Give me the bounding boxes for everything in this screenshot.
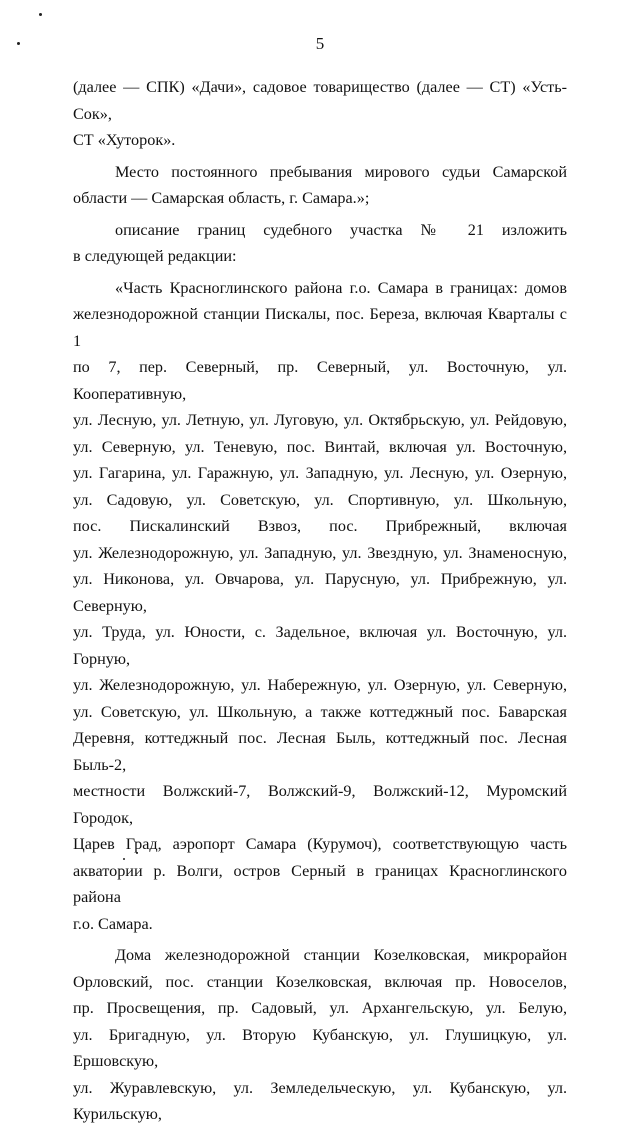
paragraph-line: ул. Железнодорожную, ул. Западную, ул. Звездную, ул. Знаменосную, xyxy=(73,543,567,562)
paragraph-line: г.о. Самара. xyxy=(73,914,153,933)
paragraph-line: ул. Садовую, ул. Советскую, ул. Спортивную, ул. Школьную, xyxy=(73,490,567,509)
paragraph-line: Царев Град, аэропорт Самара (Курумоч), соответствующую часть xyxy=(73,835,567,853)
paragraph-line: Дома железнодорожной станции Козелковская, микрорайон xyxy=(115,946,567,964)
paragraph-line: железнодорожной станции Пискалы, пос. Береза, включая Кварталы с 1 xyxy=(73,305,567,350)
paragraph-line: области — Самарская область, г. Самара.»; xyxy=(73,189,370,207)
paragraph-line: местности Волжский-7, Волжский-9, Волжский-12, Муромский Городок, xyxy=(73,782,567,827)
scan-speck xyxy=(39,13,42,16)
paragraph-line: ул. Гагарина, ул. Гаражную, ул. Западную, ул. Лесную, ул. Озерную, xyxy=(73,464,567,482)
paragraph-line: ул. Бригадную, ул. Вторую Кубанскую, ул. Глушицкую, ул. Ершовскую, xyxy=(73,1025,567,1070)
paragraph-line: Орловский, пос. станции Козелковская, включая пр. Новоселов, xyxy=(73,972,567,991)
paragraph-line: ул. Труда, ул. Юности, с. Задельное, включая ул. Восточную, ул. Горную, xyxy=(73,623,567,668)
document-body xyxy=(73,74,567,1128)
paragraph-line: пр. Просвещения, пр. Садовый, ул. Архангельскую, ул. Белую, xyxy=(73,999,567,1017)
paragraph-line: ул. Железнодорожную, ул. Набережную, ул. Озерную, ул. Северную, xyxy=(73,676,567,694)
paragraph-line: «Часть Красноглинского района г.о. Самара в границах: домов xyxy=(115,278,567,297)
paragraph-line: (далее — СПК) «Дачи», садовое товарищество (далее — СТ) «Усть-Сок», xyxy=(73,78,567,123)
paragraph-line: акватории р. Волги, остров Серный в границах Красноглинского района xyxy=(73,861,567,906)
paragraph-line: ул. Журавлевскую, ул. Земледельческую, ул. Кубанскую, ул. Курильскую, xyxy=(73,1078,567,1123)
paragraph-line: ул. Советскую, ул. Школьную, а также коттеджный пос. Баварская xyxy=(73,702,567,721)
paragraph-line: ул. Никонова, ул. Овчарова, ул. Парусную, ул. Прибрежную, ул. Северную, xyxy=(73,570,567,615)
paragraph-line: пос. Пискалинский Взвоз, пос. Прибрежный, включая xyxy=(73,517,567,535)
paragraph-line: описание границ судебного участка № 21 изложить xyxy=(115,220,567,239)
paragraph-line: в следующей редакции: xyxy=(73,247,237,265)
paragraph-line: ул. Лесную, ул. Летную, ул. Луговую, ул. Октябрьскую, ул. Рейдовую, xyxy=(73,411,567,429)
paragraph-line: ул. Северную, ул. Теневую, пос. Винтай, включая ул. Восточную, xyxy=(73,437,567,456)
paragraph-line: СТ «Хуторок». xyxy=(73,131,176,149)
paragraph-line: Деревня, коттеджный пос. Лесная Быль, коттеджный пос. Лесная Быль-2, xyxy=(73,729,567,774)
paragraph-line: Место постоянного пребывания мирового судьи Самарской xyxy=(115,162,567,181)
page-number: 5 xyxy=(315,34,325,53)
paragraph-line: по 7, пер. Северный, пр. Северный, ул. Восточную, ул. Кооперативную, xyxy=(73,358,567,403)
